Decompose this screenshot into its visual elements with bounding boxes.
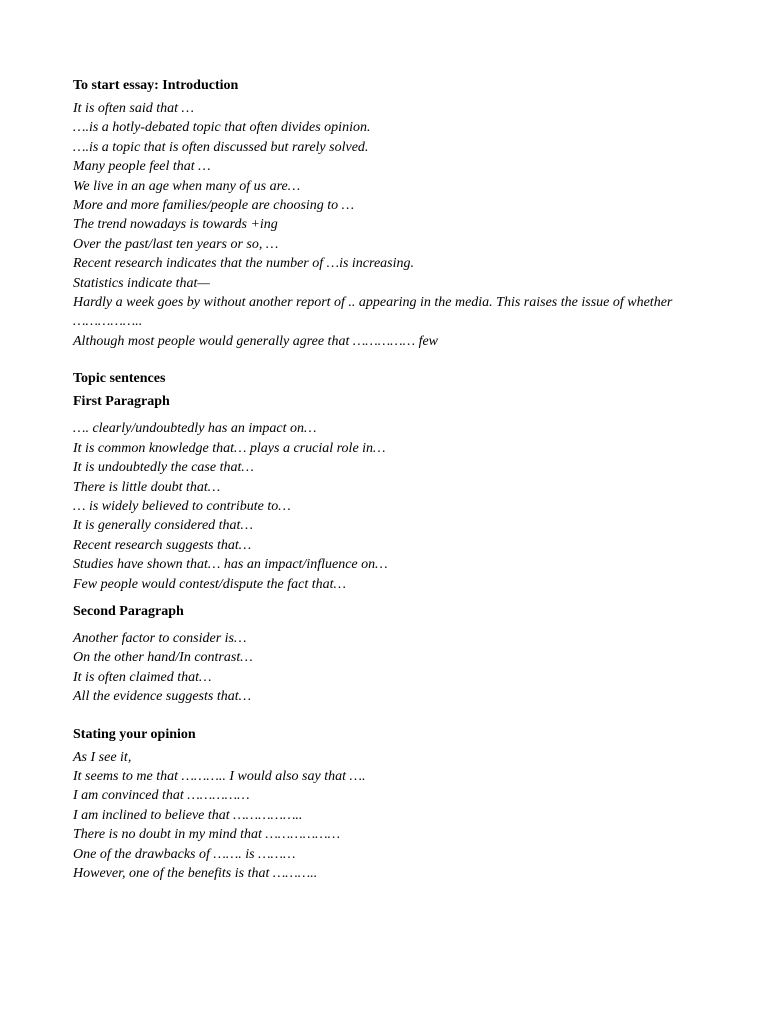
first-paragraph-phrases xyxy=(73,419,713,594)
second-paragraph-phrases xyxy=(73,629,713,707)
phrase-line: … is widely believed to contribute to… xyxy=(73,498,291,514)
phrase-line: Although most people would generally agree that …………… few xyxy=(73,333,439,349)
phrase-line: ….is a hotly-debated topic that often divides opinion. xyxy=(73,120,371,136)
phrase-line: Studies have shown that… has an impact/influence on… xyxy=(73,557,388,573)
stating-opinion-heading: Stating your opinion xyxy=(73,726,196,742)
phrase-line: It is generally considered that… xyxy=(73,518,253,534)
phrase-line: It is common knowledge that… plays a crucial role in… xyxy=(73,440,386,456)
topic-sentences-heading: Topic sentences xyxy=(73,371,166,387)
introduction-heading: To start essay: Introduction xyxy=(73,78,239,93)
phrase-line: The trend nowadays is towards +ing xyxy=(73,217,278,233)
phrase-line: It is undoubtedly the case that… xyxy=(73,460,254,476)
phrase-line: As I see it, xyxy=(73,749,132,765)
phrase-line: Statistics indicate that— xyxy=(73,275,210,291)
phrase-line: Many people feel that … xyxy=(73,159,211,175)
phrase-line: There is little doubt that… xyxy=(73,479,221,495)
phrase-line: All the evidence suggests that… xyxy=(73,689,252,705)
phrase-line: However, one of the benefits is that ……….. xyxy=(73,866,318,881)
phrase-line: We live in an age when many of us are… xyxy=(73,178,301,194)
phrase-line: It is often claimed that… xyxy=(73,669,212,685)
phrase-line: It seems to me that ……….. I would also say that …. xyxy=(73,768,366,784)
phrase-line: One of the drawbacks of ……. is ……… xyxy=(73,846,296,862)
phrase-line: There is no doubt in my mind that ……………… xyxy=(73,827,341,843)
second-paragraph-heading: Second Paragraph xyxy=(73,603,184,619)
phrase-line: Few people would contest/dispute the fact that… xyxy=(73,576,346,592)
document-page xyxy=(73,76,713,883)
phrase-line: Recent research suggests that… xyxy=(73,537,252,553)
phrase-line: I am inclined to believe that …………….. xyxy=(73,807,303,823)
phrase-line: I am convinced that …………… xyxy=(73,788,250,804)
phrase-line: ….is a topic that is often discussed but rarely solved. xyxy=(73,139,369,155)
introduction-phrases xyxy=(73,99,713,351)
phrase-line: Another factor to consider is… xyxy=(73,630,247,646)
phrase-line: Recent research indicates that the number of …is increasing. xyxy=(73,256,414,272)
first-paragraph-heading: First Paragraph xyxy=(73,394,170,410)
phrase-line: Over the past/last ten years or so, … xyxy=(73,236,279,252)
phrase-line: …. clearly/undoubtedly has an impact on… xyxy=(73,421,317,437)
phrase-line: On the other hand/In contrast… xyxy=(73,650,253,666)
phrase-line: It is often said that … xyxy=(73,101,194,116)
phrase-line: More and more families/people are choosing to … xyxy=(73,198,355,214)
phrase-line: Hardly a week goes by without another report of .. appearing in the media. This raises the issue of whether …………….. xyxy=(73,295,673,330)
opinion-phrases xyxy=(73,748,713,884)
